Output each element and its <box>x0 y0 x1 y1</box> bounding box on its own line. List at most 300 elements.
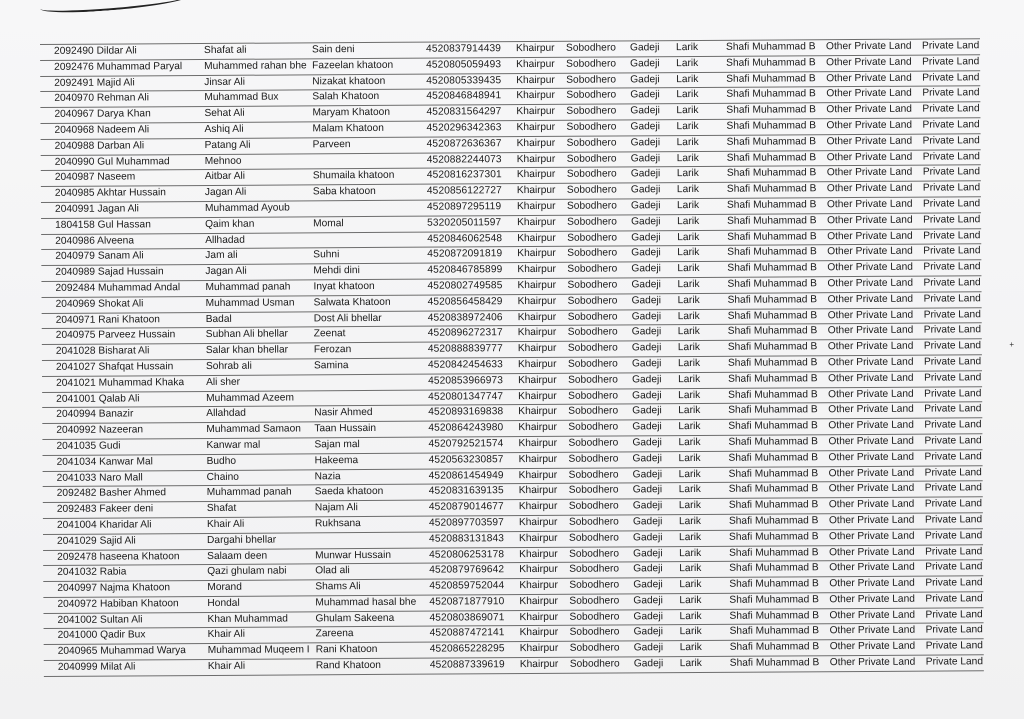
surveyor-cell: Shafi Muhammad B <box>726 88 816 101</box>
uc-cell: Gadeji <box>631 279 661 291</box>
land-cell: Private Land <box>922 150 980 163</box>
land-cell: Private Land <box>922 182 981 194</box>
land-cell: Private Land <box>923 277 981 289</box>
taluka-cell: Sobodhero <box>567 232 618 244</box>
id-name-cell <box>55 171 183 187</box>
id-name-cell <box>57 613 185 629</box>
surveyor-cell: Shafi Muhammad B <box>729 657 820 669</box>
district-cell: Khairpur <box>517 264 556 276</box>
person-name: haseena Khatoon <box>99 550 180 563</box>
surveyor-cell: Shafi Muhammad B <box>727 262 817 274</box>
person-name: Muhammad Khaka <box>98 376 185 389</box>
cnic-cell: 4520856458429 <box>427 295 503 308</box>
uc-cell: Gadeji <box>633 626 664 638</box>
uc-cell: Gadeji <box>632 468 663 480</box>
mother-cell: Salah Khatoon <box>312 91 380 103</box>
mother-cell: Nizakat khatoon <box>312 75 386 87</box>
deh-cell: Larik <box>676 184 700 196</box>
record-id: 2040975 <box>55 330 96 342</box>
deh-cell: Larik <box>678 515 702 528</box>
type-cell: Other Private Land <box>826 182 913 195</box>
uc-cell: Gadeji <box>631 326 662 338</box>
beneficiary-table <box>40 38 984 677</box>
type-cell: Other Private Land <box>825 40 912 53</box>
taluka-cell: Sobodhero <box>568 390 619 402</box>
deh-cell: Larik <box>678 452 701 464</box>
record-id: 2092484 <box>55 282 96 294</box>
cnic-cell: 4520801347747 <box>428 390 504 403</box>
district-cell: Khairpur <box>519 658 559 671</box>
taluka-cell: Sobodhero <box>567 326 618 339</box>
surveyor-cell: Shafi Muhammad B <box>726 120 817 132</box>
mother-cell <box>313 153 427 154</box>
cnic-cell: 4520805059493 <box>426 58 502 71</box>
uc-cell: Gadeji <box>633 547 663 559</box>
mother-cell: Sain deni <box>312 44 355 56</box>
person-name: Muhammad Warya <box>100 645 186 657</box>
surveyor-cell: Shafi Muhammad B <box>729 562 819 575</box>
uc-cell: Gadeji <box>631 263 661 275</box>
mother-cell: Najam Ali <box>314 502 358 514</box>
father-cell: Salar khan bhellar <box>205 344 289 357</box>
person-name: Kanwar Mal <box>99 456 153 468</box>
district-cell: Khairpur <box>516 121 556 134</box>
father-cell: Subhan Ali bhellar <box>205 328 288 341</box>
land-cell: Private Land <box>922 119 980 131</box>
record-id: 2040972 <box>57 598 98 610</box>
person-name: Alveena <box>97 234 135 247</box>
district-cell: Khairpur <box>519 611 559 623</box>
deh-cell: Larik <box>678 484 701 496</box>
father-cell: Qazi ghulam nabi <box>207 565 287 578</box>
mother-cell: Inyat khatoon <box>313 280 375 293</box>
cnic-cell: 4520846848941 <box>426 90 502 103</box>
father-cell: Shafat ali <box>204 44 247 56</box>
father-cell: Chaino <box>206 471 239 483</box>
deh-cell: Larik <box>676 152 699 164</box>
person-name: Habiban Khatoon <box>99 598 179 610</box>
id-name-cell <box>57 486 185 502</box>
taluka-cell: Sobodhero <box>569 642 620 655</box>
person-name: Naro Mall <box>99 471 143 484</box>
record-id: 2040990 <box>54 156 95 168</box>
father-cell: Sohrab ali <box>205 360 252 372</box>
surveyor-cell: Shafi Muhammad B <box>728 499 819 511</box>
district-cell: Khairpur <box>517 311 557 323</box>
cnic-cell: 5320205011597 <box>427 216 502 229</box>
mother-cell: Olad ali <box>315 565 350 577</box>
uc-cell: Gadeji <box>630 121 661 133</box>
cnic-cell: 4520872636367 <box>426 137 502 150</box>
id-name-cell <box>57 518 185 534</box>
record-id: 2040994 <box>56 408 96 421</box>
taluka-cell: Sobodhero <box>568 405 619 418</box>
district-cell: Khairpur <box>519 627 559 639</box>
surveyor-cell: Shafi Muhammad B <box>728 451 819 464</box>
taluka-cell: Sobodhero <box>566 121 617 133</box>
type-cell: Other Private Land <box>829 656 916 669</box>
type-cell: Other Private Land <box>826 198 913 211</box>
father-cell: Aitbar Ali <box>204 171 246 183</box>
uc-cell: Gadeji <box>633 610 663 623</box>
uc-cell: Gadeji <box>632 500 663 512</box>
father-cell: Morand <box>207 581 242 594</box>
deh-cell: Larik <box>676 57 699 69</box>
person-name: Muhammad Andal <box>97 282 181 294</box>
taluka-cell: Sobodhero <box>567 263 618 275</box>
cnic-cell: 4520838972406 <box>427 311 503 324</box>
id-name-cell <box>56 439 184 455</box>
cnic-cell: 4520882244073 <box>426 153 502 166</box>
type-cell: Other Private Land <box>829 640 916 653</box>
mother-cell: Mehdi dini <box>313 265 360 277</box>
mother-cell: Dost Ali bhellar <box>313 312 382 324</box>
person-name: Darban Ali <box>97 140 145 152</box>
uc-cell: Gadeji <box>631 215 661 228</box>
deh-cell: Larik <box>676 41 699 54</box>
surveyor-cell: Shafi Muhammad B <box>728 515 819 527</box>
uc-cell: Gadeji <box>630 58 660 70</box>
record-id: 2041027 <box>55 361 96 373</box>
cnic-cell: 4520853966973 <box>428 374 504 387</box>
uc-cell: Gadeji <box>633 595 663 607</box>
mother-cell: Ferozan <box>313 344 352 356</box>
uc-cell: Gadeji <box>632 452 663 465</box>
uc-cell: Gadeji <box>632 405 662 417</box>
id-name-cell <box>54 44 182 60</box>
taluka-cell: Sobodhero <box>567 247 618 260</box>
id-name-cell <box>56 344 184 360</box>
father-cell: Khan Muhammad <box>207 613 288 625</box>
mother-cell <box>313 201 427 202</box>
father-cell: Khair Ali <box>207 629 246 641</box>
deh-cell: Larik <box>676 168 699 180</box>
district-cell: Khairpur <box>516 58 555 70</box>
district-cell: Khairpur <box>518 516 558 528</box>
type-cell: Other Private Land <box>827 340 914 353</box>
father-cell: Ali sher <box>206 376 241 388</box>
cnic-cell: 4520842454633 <box>427 359 503 371</box>
cnic-cell: 4520864243980 <box>428 422 504 434</box>
district-cell: Khairpur <box>516 137 556 149</box>
taluka-cell: Sobodhero <box>569 595 620 607</box>
type-cell: Other Private Land <box>828 482 915 495</box>
surveyor-cell: Shafi Muhammad B <box>727 246 817 259</box>
mother-cell: Sajan mal <box>314 438 360 451</box>
mother-cell: Salwata Khatoon <box>313 296 391 309</box>
land-cell: Private Land <box>922 71 980 84</box>
land-cell: Private Land <box>925 545 983 558</box>
taluka-cell: Sobodhero <box>566 168 617 181</box>
uc-cell: Gadeji <box>630 89 660 101</box>
uc-cell: Gadeji <box>632 484 663 496</box>
type-cell: Other Private Land <box>826 103 912 116</box>
district-cell: Khairpur <box>519 564 558 576</box>
id-name-cell <box>54 60 182 76</box>
father-cell: Jagan Ali <box>205 265 247 278</box>
land-cell: Private Land <box>922 166 981 178</box>
mother-cell: Suhni <box>313 249 340 261</box>
mother-cell <box>313 232 427 233</box>
district-cell: Khairpur <box>517 248 556 260</box>
district-cell: Khairpur <box>519 643 559 655</box>
district-cell: Khairpur <box>516 42 555 55</box>
taluka-cell: Sobodhero <box>568 421 619 433</box>
father-cell: Hondal <box>207 597 240 609</box>
record-id: 2092478 <box>57 551 97 563</box>
record-id: 2040985 <box>54 187 95 200</box>
father-cell: Khair Ali <box>207 660 246 673</box>
record-id: 2040988 <box>54 140 95 152</box>
person-name: Rabia <box>99 566 127 578</box>
record-id: 2041002 <box>57 614 98 626</box>
mother-cell: Hakeema <box>314 454 359 467</box>
taluka-cell: Sobodhero <box>566 74 617 86</box>
id-name-cell <box>57 471 185 487</box>
cnic-cell: 4520887339619 <box>429 659 505 671</box>
type-cell: Other Private Land <box>826 151 913 163</box>
district-cell: Khairpur <box>517 279 557 292</box>
surveyor-cell: Shafi Muhammad B <box>726 151 817 164</box>
cnic-cell: 4520897703597 <box>428 517 504 529</box>
cnic-cell: 4520802749585 <box>427 280 503 292</box>
id-name-cell <box>54 76 182 92</box>
district-cell: Khairpur <box>517 295 557 307</box>
record-id: 2040989 <box>55 266 96 279</box>
district-cell: Khairpur <box>516 90 555 102</box>
mother-cell: Rani Khatoon <box>315 644 378 656</box>
id-name-cell <box>56 407 184 423</box>
record-id: 2041001 <box>56 393 96 405</box>
mother-cell: Saba khatoon <box>312 186 376 198</box>
mother-cell: Zareena <box>315 628 354 640</box>
mother-cell: Shams Ali <box>315 581 361 593</box>
deh-cell: Larik <box>677 263 700 275</box>
taluka-cell: Sobodhero <box>569 626 620 639</box>
land-cell: Private Land <box>923 214 981 226</box>
deh-cell: Larik <box>677 294 700 306</box>
district-cell: Khairpur <box>519 579 558 592</box>
type-cell: Other Private Land <box>827 309 914 321</box>
father-cell: Salaam deen <box>207 550 268 562</box>
district-cell: Khairpur <box>519 548 558 560</box>
land-cell: Private Land <box>923 293 981 305</box>
surveyor-cell: Shafi Muhammad B <box>729 594 819 606</box>
land-cell: Private Land <box>924 419 982 431</box>
father-cell: Muhammad Samaon <box>206 423 301 436</box>
type-cell: Other Private Land <box>826 88 912 100</box>
land-cell: Private Land <box>922 198 981 210</box>
district-cell: Khairpur <box>517 358 557 371</box>
land-cell: Private Land <box>922 87 980 100</box>
type-cell: Other Private Land <box>827 261 913 274</box>
taluka-cell: Sobodhero <box>568 437 619 449</box>
uc-cell: Gadeji <box>631 358 662 370</box>
cnic-cell: 4520865228295 <box>429 643 505 655</box>
surveyor-cell: Shafi Muhammad B <box>727 341 818 353</box>
person-name: Sajid Ali <box>99 535 136 547</box>
land-cell: Private Land <box>924 529 983 542</box>
uc-cell: Gadeji <box>630 136 661 149</box>
cnic-cell: 4520792521574 <box>428 438 504 450</box>
id-name-cell <box>56 392 184 408</box>
district-cell: Khairpur <box>518 437 557 450</box>
record-id: 2040979 <box>55 251 96 263</box>
surveyor-cell: Shafi Muhammad B <box>725 41 816 53</box>
record-id: 2040967 <box>54 108 95 121</box>
district-cell: Khairpur <box>518 532 558 544</box>
cnic-cell: 4520563230857 <box>428 453 504 466</box>
land-cell: Private Land <box>922 56 980 68</box>
land-cell: Private Land <box>922 103 980 115</box>
surveyor-cell: Shafi Muhammad B <box>729 546 819 559</box>
taluka-cell: Sobodhero <box>567 279 618 291</box>
id-name-cell <box>55 139 183 155</box>
person-name: Gul Muhammad <box>97 155 170 168</box>
surveyor-cell: Shafi Muhammad B <box>727 325 818 338</box>
surveyor-cell: Shafi Muhammad B <box>726 57 816 69</box>
father-cell: Ashiq Ali <box>204 123 244 135</box>
surveyor-cell: Shafi Muhammad B <box>727 278 817 290</box>
father-cell: Muhammad Azeem <box>206 391 294 404</box>
person-name: Nazeeran <box>98 424 144 436</box>
person-name: Shafqat Hussain <box>98 361 174 373</box>
deh-cell: Larik <box>677 342 700 354</box>
deh-cell: Larik <box>678 468 701 480</box>
father-cell: Badal <box>205 313 232 325</box>
father-cell: Qaim khan <box>205 218 255 230</box>
land-cell: Private Land <box>924 403 982 415</box>
type-cell: Other Private Land <box>829 561 915 574</box>
surveyor-cell: Shafi Muhammad B <box>728 467 819 480</box>
cnic-cell: 4520846785899 <box>427 264 503 276</box>
id-name-cell <box>56 423 184 439</box>
type-cell: Other Private Land <box>827 214 913 226</box>
cnic-cell: 4520872091819 <box>427 248 503 260</box>
cnic-cell: 4520871877910 <box>429 596 505 608</box>
mother-cell: Shumaila khatoon <box>312 170 395 182</box>
id-name-cell <box>56 297 184 313</box>
land-cell: Private Land <box>924 387 982 400</box>
deh-cell: Larik <box>679 547 702 559</box>
land-cell: Private Land <box>923 245 981 257</box>
uc-cell: Gadeji <box>630 73 660 85</box>
record-id: 2041028 <box>55 345 96 358</box>
uc-cell: Gadeji <box>633 658 664 670</box>
taluka-cell: Sobodhero <box>566 200 617 212</box>
land-cell: Private Land <box>923 324 982 336</box>
cnic-cell: 4520893169838 <box>428 406 504 418</box>
mother-cell: Muhammad hasal bhe <box>315 596 417 609</box>
type-cell: Other Private Land <box>827 356 914 369</box>
father-cell: Muhammad Ayoub <box>204 202 290 214</box>
surveyor-cell: Shafi Muhammad B <box>728 436 818 448</box>
mother-cell: Parveen <box>312 138 351 151</box>
district-cell: Khairpur <box>519 595 558 607</box>
father-cell: Shafat <box>206 502 237 515</box>
district-cell: Khairpur <box>518 374 557 386</box>
uc-cell: Gadeji <box>632 421 662 433</box>
id-name-cell <box>57 581 185 597</box>
person-name: Basher Ahmed <box>99 487 167 499</box>
taluka-cell: Sobodhero <box>567 342 618 354</box>
uc-cell: Gadeji <box>630 105 660 117</box>
record-id: 2040968 <box>54 124 95 136</box>
person-name: Dildar Ali <box>96 45 137 57</box>
surveyor-cell: Shafi Muhammad B <box>726 72 816 85</box>
deh-cell: Larik <box>678 389 701 401</box>
record-id: 2040997 <box>57 582 98 594</box>
record-id: 2041033 <box>56 472 97 484</box>
deh-cell: Larik <box>678 405 701 417</box>
district-cell: Khairpur <box>517 342 557 355</box>
surveyor-cell: Shafi Muhammad B <box>729 641 820 654</box>
type-cell: Other Private Land <box>827 293 914 305</box>
type-cell: Other Private Land <box>827 230 913 242</box>
land-cell: Private Land <box>925 608 983 621</box>
taluka-cell: Sobodhero <box>566 184 617 196</box>
taluka-cell: Sobodhero <box>569 611 620 623</box>
uc-cell: Gadeji <box>632 437 662 449</box>
surveyor-cell: Shafi Muhammad B <box>728 372 818 385</box>
record-id: 2041029 <box>57 535 97 547</box>
type-cell: Other Private Land <box>828 467 915 479</box>
type-cell: Other Private Land <box>828 498 915 511</box>
surveyor-cell: Shafi Muhammad B <box>729 609 820 622</box>
land-cell: Private Land <box>925 561 983 573</box>
district-cell: Khairpur <box>518 500 558 513</box>
person-name: Sajad Hussain <box>97 266 164 278</box>
father-cell: Jam ali <box>205 250 238 262</box>
uc-cell: Gadeji <box>630 184 661 196</box>
surveyor-cell: Shafi Muhammad B <box>728 530 819 543</box>
district-cell: Khairpur <box>516 169 556 181</box>
taluka-cell: Sobodhero <box>569 547 620 560</box>
type-cell: Other Private Land <box>827 246 913 258</box>
deh-cell: Larik <box>676 105 699 117</box>
district-cell: Khairpur <box>518 469 558 481</box>
uc-cell: Gadeji <box>633 563 663 575</box>
taluka-cell: Sobodhero <box>567 216 617 228</box>
type-cell: Other Private Land <box>829 625 916 637</box>
id-name-cell <box>58 660 186 676</box>
uc-cell: Gadeji <box>633 642 664 654</box>
record-id: 2040970 <box>54 93 95 105</box>
father-cell: Patang Ali <box>204 139 251 151</box>
surveyor-cell: Shafi Muhammad B <box>727 357 818 369</box>
surveyor-cell: Shafi Muhammad B <box>726 183 817 195</box>
mother-cell: Saeda khatoon <box>314 486 384 498</box>
surveyor-cell: Shafi Muhammad B <box>727 309 818 322</box>
mother-cell: Maryam Khatoon <box>312 107 391 119</box>
cnic-cell: 4520897295119 <box>426 201 502 213</box>
taluka-cell: Sobodhero <box>566 105 617 117</box>
mother-cell: Momal <box>313 217 344 230</box>
type-cell: Other Private Land <box>829 609 916 621</box>
record-id: 2041035 <box>56 440 97 452</box>
deh-cell: Larik <box>677 357 701 370</box>
person-name: Jagan Ali <box>97 203 139 215</box>
person-name: Fakeer deni <box>99 503 154 515</box>
deh-cell: Larik <box>679 579 702 591</box>
taluka-cell: Sobodhero <box>567 358 618 370</box>
uc-cell: Gadeji <box>631 231 661 243</box>
record-id: 2040987 <box>54 172 95 184</box>
cnic-cell: 4520861454949 <box>428 469 504 482</box>
record-id: 2040971 <box>55 314 96 326</box>
id-name-cell <box>57 565 185 581</box>
district-cell: Khairpur <box>517 327 557 339</box>
